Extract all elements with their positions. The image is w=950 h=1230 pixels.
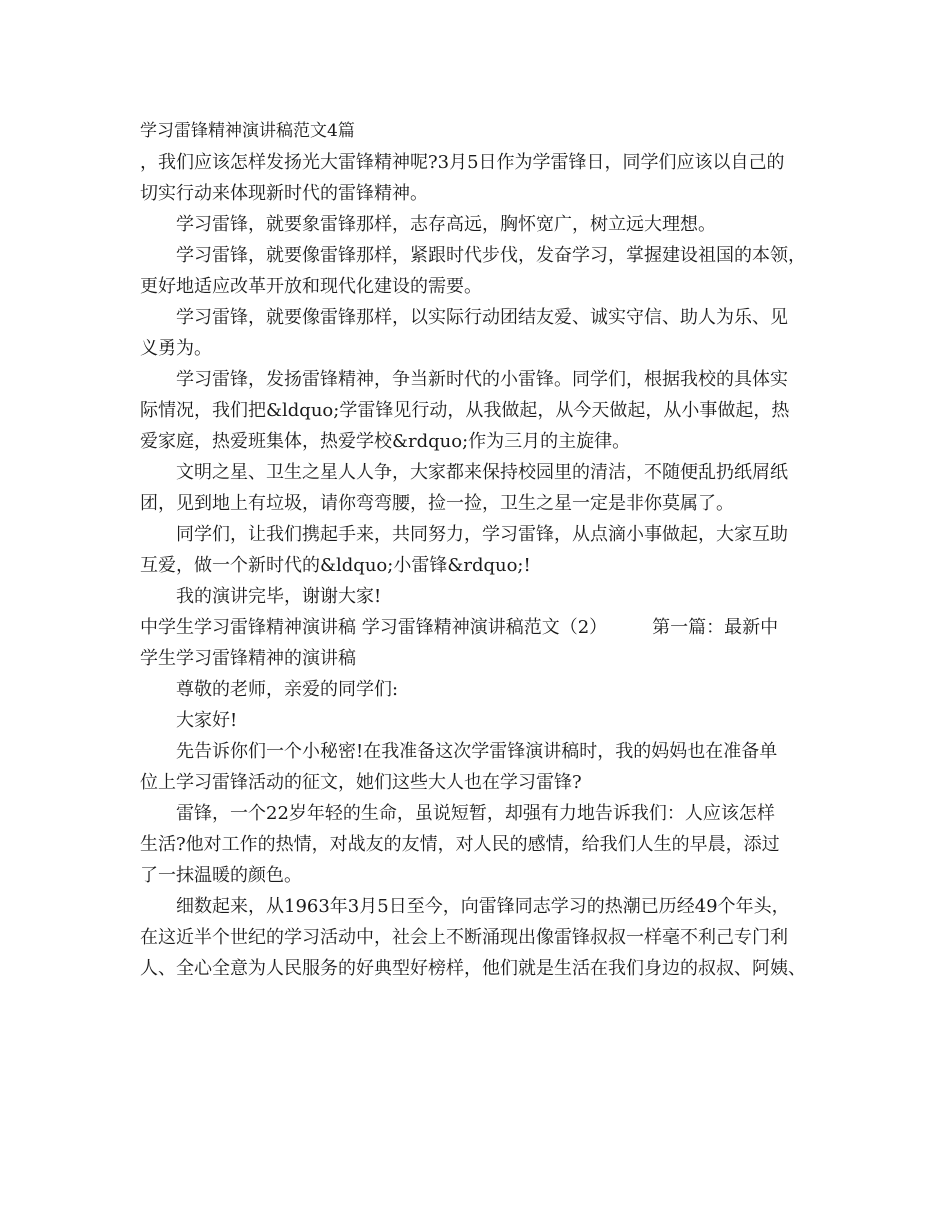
- document-title: 学习雷锋精神演讲稿范文4篇: [140, 121, 355, 141]
- text-line: 更好地适应改革开放和现代化建设的需要。: [140, 276, 482, 297]
- section-heading: 学生学习雷锋精神的演讲稿: [140, 648, 356, 669]
- text-line: 细数起来，从1963年3月5日至今，向雷锋同志学习的热潮已历经49个年头，: [176, 896, 790, 917]
- text-line: 位上学习雷锋活动的征文，她们这些大人也在学习雷锋?: [140, 772, 582, 793]
- text-line: 团，见到地上有垃圾，请你弯弯腰，捡一捡，卫生之星一定是非你莫属了。: [140, 493, 734, 514]
- text-line: 爱家庭，热爱班集体，热爱学校&rdquo;作为三月的主旋律。: [140, 431, 631, 452]
- text-line: 先告诉你们一个小秘密!在我准备这次学雷锋演讲稿时，我的妈妈也在准备单: [176, 741, 778, 762]
- text-line: 生活?他对工作的热情，对战友的友情，对人民的感情，给我们人生的早晨，添过: [140, 834, 780, 855]
- text-line: ，我们应该怎样发扬光大雷锋精神呢?3月5日作为学雷锋日，同学们应该以自己的: [140, 152, 785, 173]
- text-line: 学习雷锋，发扬雷锋精神，争当新时代的小雷锋。同学们，根据我校的具体实: [176, 369, 788, 390]
- text-line: 学习雷锋，就要像雷锋那样，以实际行动团结友爱、诚实守信、助人为乐、见: [176, 307, 788, 328]
- text-line: 人、全心全意为人民服务的好典型好榜样，他们就是生活在我们身边的叔叔、阿姨、: [140, 958, 806, 979]
- text-line: 了一抹温暖的颜色。: [140, 865, 302, 886]
- text-line: 在这近半个世纪的学习活动中，社会上不断涌现出像雷锋叔叔一样毫不利己专门利: [140, 927, 788, 948]
- text-line: 雷锋，一个22岁年轻的生命，虽说短暂，却强有力地告诉我们：人应该怎样: [176, 803, 775, 824]
- text-line: 同学们，让我们携起手来，共同努力，学习雷锋，从点滴小事做起，大家互助: [176, 524, 788, 545]
- text-line: 互爱，做一个新时代的&ldquo;小雷锋&rdquo;!: [140, 555, 531, 576]
- text-line: 切实行动来体现新时代的雷锋精神。: [140, 183, 428, 204]
- text-line: 学习雷锋，就要像雷锋那样，紧跟时代步伐，发奋学习，掌握建设祖国的本领，: [176, 245, 806, 266]
- text-line: 文明之星、卫生之星人人争，大家都来保持校园里的清洁，不随便乱扔纸屑纸: [176, 462, 788, 483]
- text-line: 义勇为。: [140, 338, 212, 359]
- text-line: 际情况，我们把&ldquo;学雷锋见行动，从我做起，从今天做起，从小事做起，热: [140, 400, 790, 421]
- text-line: 大家好!: [176, 710, 238, 731]
- text-line: 尊敬的老师，亲爱的同学们:: [176, 679, 399, 700]
- document-body: [140, 116, 830, 984]
- text-line: 我的演讲完毕，谢谢大家!: [176, 586, 382, 607]
- section-heading: 中学生学习雷锋精神演讲稿 学习雷锋精神演讲稿范文（2） 第一篇：最新中: [140, 617, 779, 638]
- text-line: 学习雷锋，就要象雷锋那样，志存高远，胸怀宽广，树立远大理想。: [176, 214, 716, 235]
